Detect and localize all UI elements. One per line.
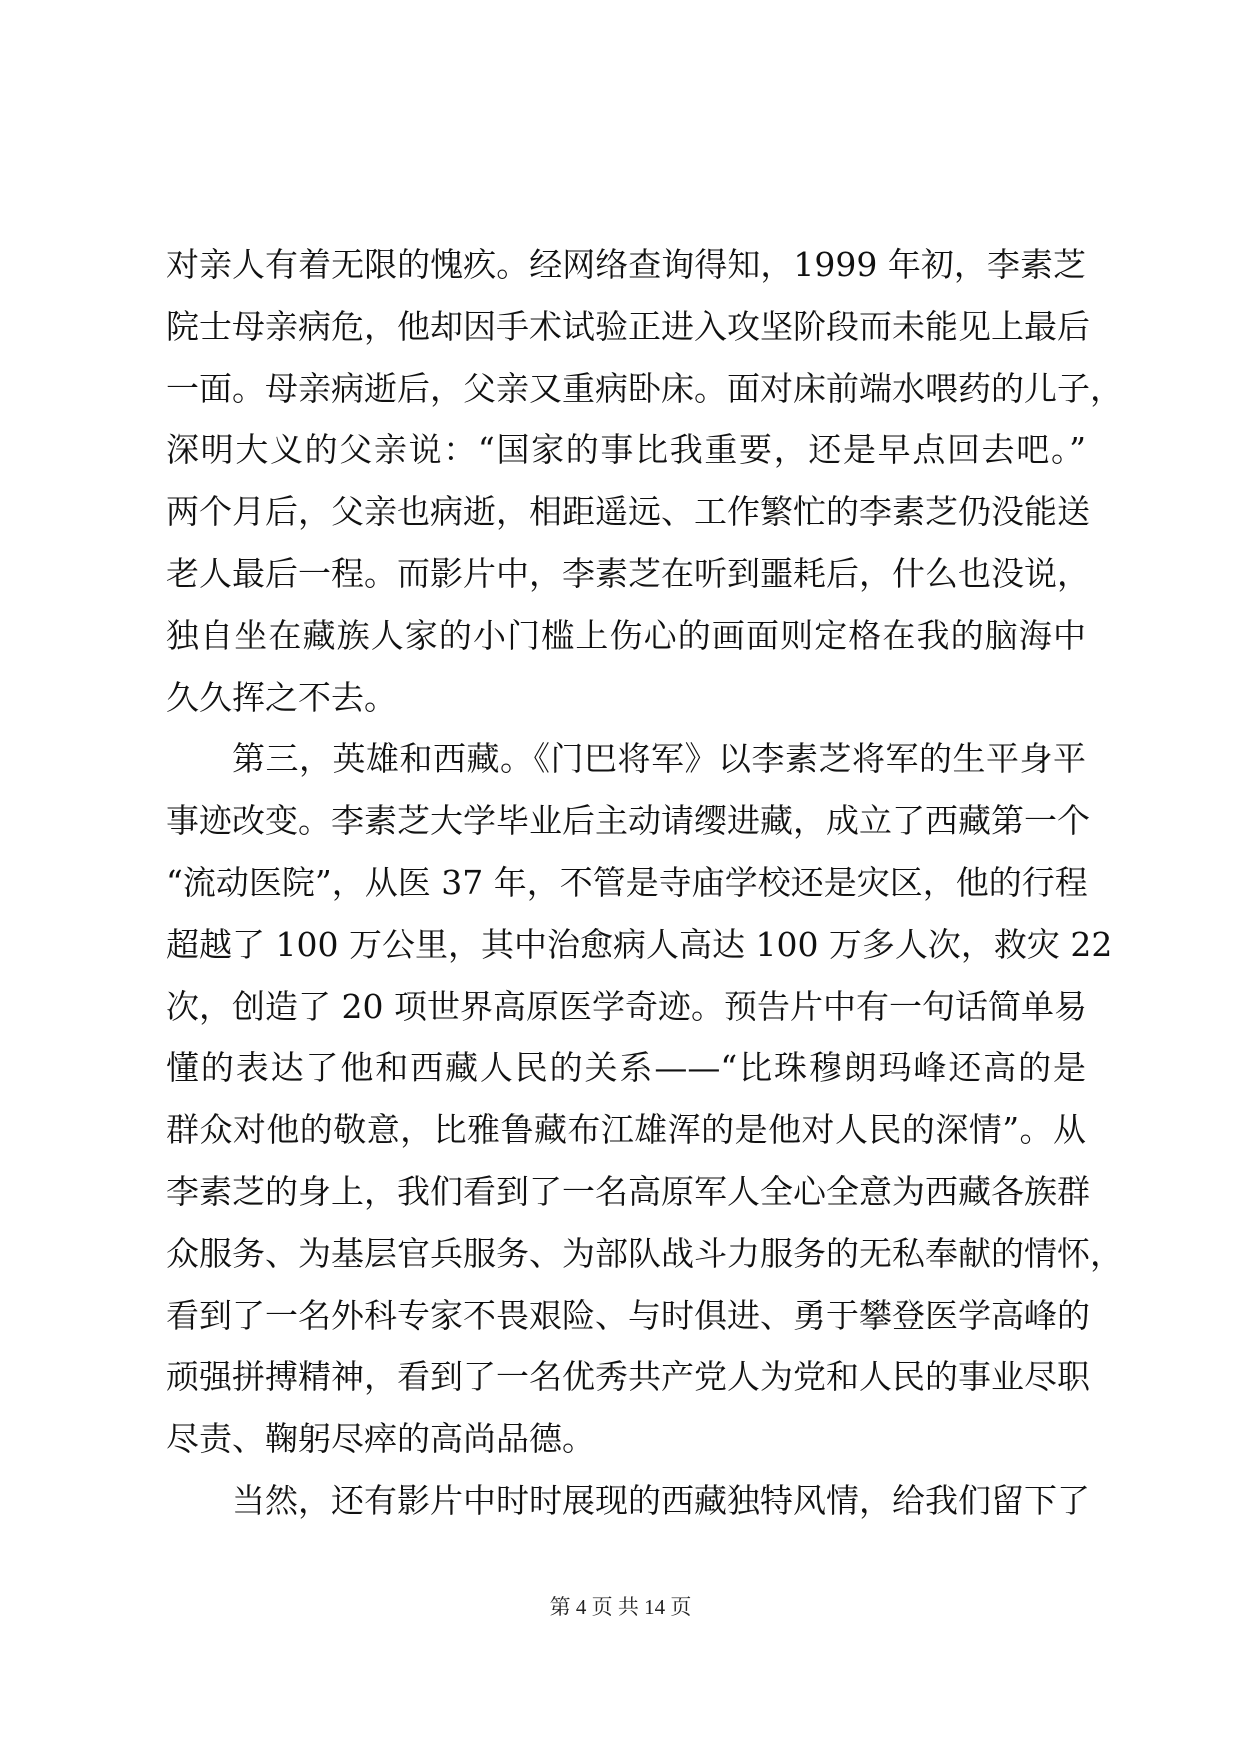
text-line: 深明大义的父亲说：“国家的事比我重要，还是早点回去吧。” <box>166 430 1086 470</box>
text-line: 独自坐在藏族人家的小门槛上伤心的画面则定格在我的脑海中 <box>166 615 1086 655</box>
text-line: 李素芝的身上，我们看到了一名高原军人全心全意为西藏各族群 <box>166 1171 1090 1211</box>
text-line: 两个月后，父亲也病逝，相距遥远、工作繁忙的李素芝仍没能送 <box>166 492 1090 532</box>
text-line: 当然，还有影片中时时展现的西藏独特风情，给我们留下了 <box>232 1480 1090 1520</box>
body-text <box>166 234 1123 1532</box>
text-line: “流动医院”，从医 37 年，不管是寺庙学校还是灾区，他的行程 <box>166 862 1088 902</box>
text-line: 老人最后一程。而影片中，李素芝在听到噩耗后，什么也没说， <box>166 553 1090 593</box>
text-line: 对亲人有着无限的愧疚。经网络查询得知，1999 年初，李素芝 <box>166 245 1086 284</box>
text-line: 众服务、为基层官兵服务、为部队战斗力服务的无私奉献的情怀， <box>166 1233 1123 1273</box>
text-line: 第三，英雄和西藏。《门巴将军》以李素芝将军的生平身平 <box>232 739 1086 779</box>
text-line: 尽责、鞠躬尽瘁的高尚品德。 <box>166 1419 595 1459</box>
text-line: 懂的表达了他和西藏人民的关系——“比珠穆朗玛峰还高的是 <box>166 1048 1086 1088</box>
text-line: 一面。母亲病逝后，父亲又重病卧床。面对床前端水喂药的儿子， <box>166 368 1123 408</box>
text-line: 看到了一名外科专家不畏艰险、与时俱进、勇于攀登医学高峰的 <box>166 1295 1090 1335</box>
text-line: 久久挥之不去。 <box>166 677 397 717</box>
text-line: 超越了 100 万公里，其中治愈病人高达 100 万多人次，救灾 22 <box>166 924 1113 964</box>
text-line: 事迹改变。李素芝大学毕业后主动请缨进藏，成立了西藏第一个 <box>166 801 1090 841</box>
text-line: 群众对他的敬意，比雅鲁藏布江雄浑的是他对人民的深情”。从 <box>166 1110 1086 1150</box>
text-line: 院士母亲病危，他却因手术试验正进入攻坚阶段而未能见上最后 <box>166 306 1090 346</box>
text-line: 次，创造了 20 项世界高原医学奇迹。预告片中有一句话简单易 <box>166 986 1087 1026</box>
page-number-footer: 第 4 页 共 14 页 <box>549 1595 692 1619</box>
text-line: 顽强拼搏精神，看到了一名优秀共产党人为党和人民的事业尽职 <box>166 1357 1090 1397</box>
